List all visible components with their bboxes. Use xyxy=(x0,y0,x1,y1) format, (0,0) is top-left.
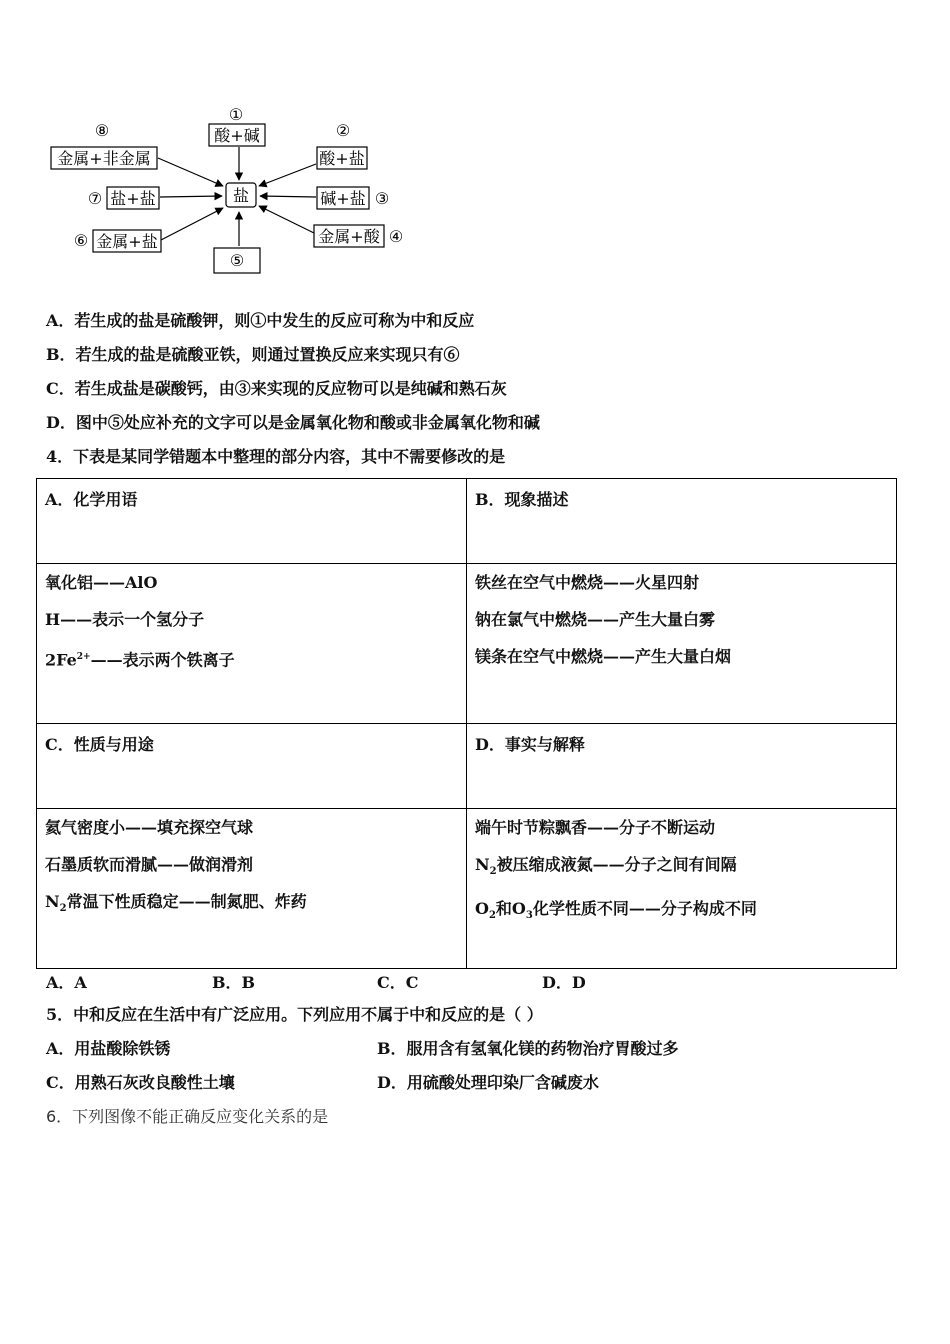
q5-option-c: C．用熟石灰改良酸性土壤 xyxy=(46,1073,235,1092)
node-7-label: 盐+盐 xyxy=(110,189,156,208)
node-8-num: ⑧ xyxy=(94,121,110,140)
q3-option-b: B．若生成的盐是硫酸亚铁，则通过置换反应来实现只有⑥ xyxy=(46,345,460,364)
node-3-num: ③ xyxy=(374,189,390,208)
node-2-num: ② xyxy=(335,121,351,140)
b-line-2: 钠在氯气中燃烧——产生大量白雾 xyxy=(475,610,716,629)
node-2-label: 酸+盐 xyxy=(319,149,365,168)
q3-option-a: A．若生成的盐是硫酸钾，则①中发生的反应可称为中和反应 xyxy=(46,311,475,330)
q4-option-a: A．A xyxy=(46,973,87,992)
cell-a-body xyxy=(37,564,467,724)
d-line-3: $O_2$和$O_3$化学性质不同——分子构成不同 xyxy=(475,899,757,922)
c-line-3: $N_2$常温下性质稳定——制氮肥、炸药 xyxy=(45,892,307,915)
q4-option-b: B．B xyxy=(212,973,256,992)
node-1-label: 酸+碱 xyxy=(214,126,260,145)
b-line-3: 镁条在空气中燃烧——产生大量白烟 xyxy=(475,647,732,666)
salt-formation-diagram xyxy=(40,100,440,285)
cell-d-body xyxy=(467,809,897,969)
cell-c-body xyxy=(37,809,467,969)
node-3-label: 碱+盐 xyxy=(320,189,366,208)
d-line-2: $N_2$被压缩成液氮——分子之间有间隔 xyxy=(475,855,737,878)
q4-stem: 4．下表是某同学错题本中整理的部分内容，其中不需要修改的是 xyxy=(46,447,506,466)
c-line-1: 氦气密度小——填充探空气球 xyxy=(45,818,254,837)
cell-b-body xyxy=(467,564,897,724)
node-7-num: ⑦ xyxy=(87,189,103,208)
node-6-label: 金属+盐 xyxy=(96,232,158,251)
q5-stem: 5．中和反应在生活中有广泛应用。下列应用不属于中和反应的是（ ） xyxy=(46,1005,543,1024)
cell-b-head: B．现象描述 xyxy=(467,479,897,564)
q6-stem: 6．下列图像不能正确反应变化关系的是 xyxy=(46,1107,329,1126)
cell-a-head: A．化学用语 xyxy=(37,479,467,564)
q4-option-d: D．D xyxy=(542,973,586,992)
c-line-2: 石墨质软而滑腻——做润滑剂 xyxy=(45,855,254,874)
node-8-label: 金属+非金属 xyxy=(57,149,151,168)
node-4-label: 金属+酸 xyxy=(318,227,380,246)
q4-option-c: C．C xyxy=(377,973,419,992)
fe-charge: 2+ xyxy=(76,652,91,662)
a-line-3: $2Fe^{2+}——$表示两个铁离子 xyxy=(45,650,235,670)
a-line-2: H——表示一个氢分子 xyxy=(45,610,205,629)
node-1-num: ① xyxy=(228,105,244,124)
cell-d-head: D．事实与解释 xyxy=(467,724,897,809)
node-4-num: ④ xyxy=(388,227,404,246)
q4-table xyxy=(36,478,897,969)
d-line-1: 端午时节粽飘香——分子不断运动 xyxy=(475,818,716,837)
q5-option-d: D．用硫酸处理印染厂含碱废水 xyxy=(377,1073,599,1092)
center-salt: 盐 xyxy=(232,186,250,205)
q3-option-d: D．图中⑤处应补充的文字可以是金属氧化物和酸或非金属氧化物和碱 xyxy=(46,413,540,432)
q5-option-b: B．服用含有氢氧化镁的药物治疗胃酸过多 xyxy=(377,1039,679,1058)
cell-c-head: C．性质与用途 xyxy=(37,724,467,809)
a-line-1: 氧化铝——AlO xyxy=(45,573,158,592)
node-6-num: ⑥ xyxy=(73,231,89,250)
q5-option-a: A．用盐酸除铁锈 xyxy=(46,1039,171,1058)
q3-option-c: C．若生成盐是碳酸钙，由③来实现的反应物可以是纯碱和熟石灰 xyxy=(46,379,507,398)
node-5-num: ⑤ xyxy=(229,251,245,270)
b-line-1: 铁丝在空气中燃烧——火星四射 xyxy=(475,573,700,592)
